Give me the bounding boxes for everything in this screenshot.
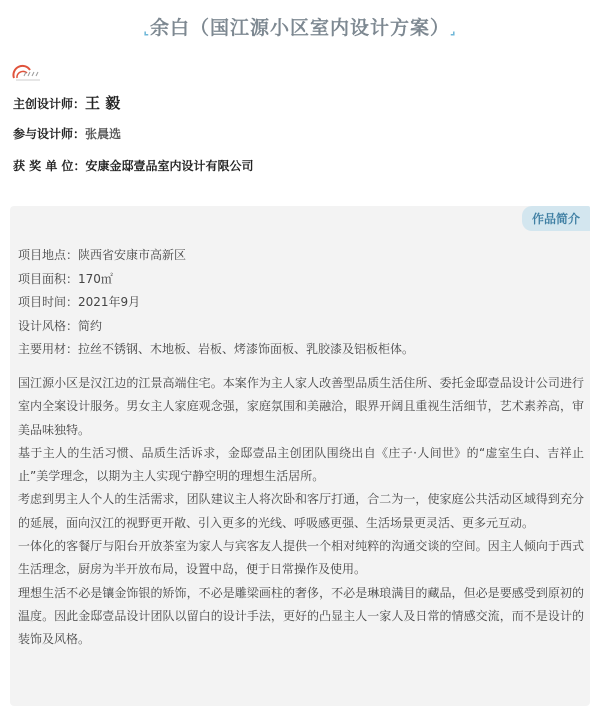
intro-badge: 作品简介 [522, 206, 590, 231]
award-unit-row [13, 157, 254, 174]
description-paragraph: 基于主人的生活习惯、品质生活诉求，金邸壹品主创团队围绕出自《庄子·人间世》的“虚室生白、吉祥止止”美学理念，以期为主人实现宁静空明的理想生活居所。 [18, 445, 584, 484]
intro-panel [10, 206, 590, 706]
corner-bracket-close-icon: ⌟ [450, 23, 457, 37]
description-paragraph: 考虑到男主人个人的生活需求，团队建议主人将次卧和客厅打通，合二为一，使家庭公共活动区域得到充分的延展，面向汉江的视野更开敞、引入更多的光线、呼吸感更强、生活场景更灵活、更多元互动。 [18, 492, 584, 530]
project-facts [18, 244, 584, 362]
description-paragraph: 一体化的客餐厅与阳台开放茶室为家人与宾客友人提供一个相对纯粹的沟通交谈的空间。因主人倾向于西式生活理念，厨房为半开放布局，设置中岛，便于日常操作及使用。 [18, 539, 584, 577]
corner-bracket-open-icon: ⌞ [143, 23, 150, 37]
description-paragraph: 理想生活不必是镶金饰银的矫饰，不必是雕梁画柱的奢侈，不必是琳琅满目的藏品，但必是要感受到原初的温度。因此金邸壹品设计团队以留白的设计手法，更好的凸显主人一家人及日常的情感交流，而不是设计的装饰及风格。 [18, 585, 584, 647]
fact-style: 设计风格：简约 [18, 318, 103, 333]
project-description [18, 372, 584, 652]
brand-logo-icon [10, 60, 44, 82]
page-title [0, 13, 600, 40]
participant-designer-row [13, 125, 121, 142]
description-paragraph: 国江源小区是汉江边的江景高端住宅。本案作为主人家人改善型品质生活住所、委托金邸壹品设计公司进行室内全案设计服务。男女主人家庭观念强，家庭氛围和美融洽，眼界开阔且重视生活细节，艺术素养高，审美品味独特。 [18, 376, 584, 437]
participant-designer-value: 张晨选 [85, 127, 122, 141]
lead-designer-row [13, 92, 120, 113]
lead-designer-label: 主创设计师： [13, 97, 86, 111]
award-unit-label: 获 奖 单 位： [13, 159, 86, 173]
page-title-text: 余白（国江源小区室内设计方案） [149, 17, 450, 39]
award-unit-value: 安康金邸壹品室内设计有限公司 [85, 159, 254, 173]
fact-location: 项目地点：陕西省安康市高新区 [18, 248, 187, 262]
lead-designer-value: 王 毅 [85, 94, 121, 112]
fact-area: 项目面积：170㎡ [18, 271, 113, 286]
participant-designer-label: 参与设计师： [13, 127, 86, 141]
fact-materials: 主要用材：拉丝不锈钢、木地板、岩板、烤漆饰面板、乳胶漆及铝板柜体。 [18, 342, 415, 357]
fact-time: 项目时间：2021年9月 [18, 295, 141, 310]
